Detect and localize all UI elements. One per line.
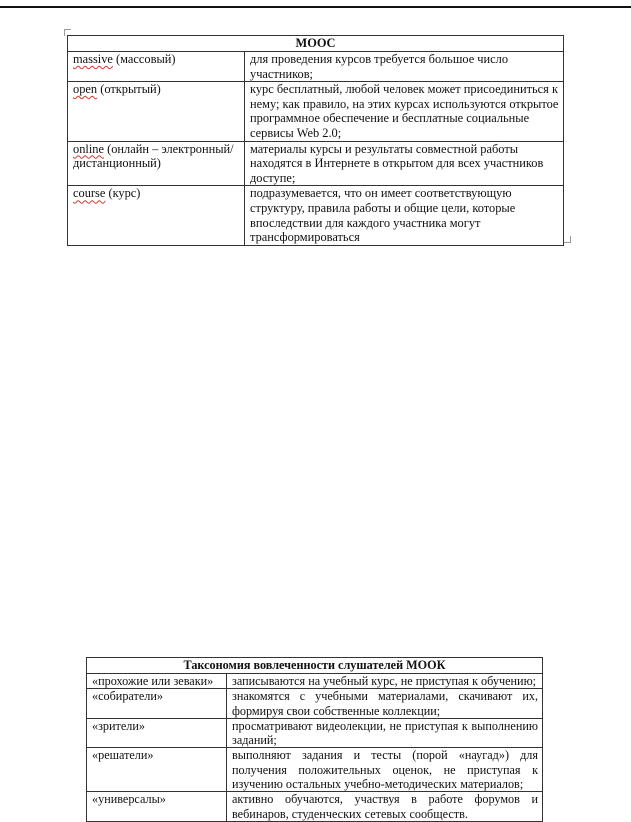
- term-cell: [68, 82, 245, 141]
- mooc-table: [67, 35, 564, 246]
- term-word: open: [73, 82, 98, 97]
- definition-cell: материалы курсы и результаты совместной работы находятся в Интернете в открытом для всех участников доступе;: [245, 141, 564, 186]
- taxonomy-table-title: Таксономия вовлеченности слушателей МООК: [87, 658, 543, 674]
- table-row: [68, 186, 564, 245]
- table-row: [87, 718, 543, 748]
- term-translation: (массовый): [112, 52, 176, 66]
- definition-cell: для проведения курсов требуется большое число участников;: [245, 52, 564, 82]
- table-row: [68, 52, 564, 82]
- table-row: [87, 748, 543, 792]
- table-end-mark: [564, 236, 571, 243]
- term-word: course: [73, 186, 106, 201]
- definition-cell: подразумевается, что он имеет соответствующую структуру, правила работы и общие цели, которые впоследствии для каждого участника могут трансформироваться: [245, 186, 564, 245]
- term-cell: [68, 52, 245, 82]
- term-cell: [68, 141, 245, 186]
- participant-type-cell: «зрители»: [87, 718, 227, 748]
- table-row: [68, 141, 564, 186]
- participant-type-cell: «решатели»: [87, 748, 227, 792]
- table-row: [87, 674, 543, 689]
- participant-type-cell: «прохожие или зеваки»: [87, 674, 227, 689]
- term-cell: [68, 186, 245, 245]
- table-row: [87, 792, 543, 822]
- term-translation: (открытый): [97, 82, 161, 97]
- table-header-row: [87, 658, 543, 674]
- term-word: massive: [73, 52, 113, 66]
- term-translation: (онлайн – электронный/дистанционный): [73, 141, 234, 171]
- participant-behavior-cell: записываются на учебный курс, не приступая к обучению;: [227, 674, 543, 689]
- table-row: [87, 689, 543, 719]
- taxonomy-table: [86, 657, 543, 822]
- participant-behavior-cell: выполняют задания и тесты (порой «наугад») для получения положительных оценок, не приступая к изучению остальных учебно-методических материалов;: [227, 748, 543, 792]
- participant-behavior-cell: активно обучаются, участвуя в работе форумов и вебинаров, студенческих сетевых сообществ.: [227, 792, 543, 822]
- table-row: [68, 82, 564, 141]
- term-translation: (курс): [105, 186, 141, 201]
- mooc-table-title: MOOC: [68, 36, 564, 52]
- participant-behavior-cell: просматривают видеолекции, не приступая к выполнению заданий;: [227, 718, 543, 748]
- term-word: online: [73, 141, 104, 156]
- page-top-border: [0, 6, 631, 8]
- participant-behavior-cell: знакомятся с учебными материалами, скачивают их, формируя свои собственные коллекции;: [227, 689, 543, 719]
- participant-type-cell: «универсалы»: [87, 792, 227, 822]
- table-header-row: [68, 36, 564, 52]
- definition-cell: курс бесплатный, любой человек может присоединиться к нему; как правило, на этих курсах используются открытое программное обеспечение и бесплатные социальные сервисы Web 2.0;: [245, 82, 564, 141]
- participant-type-cell: «собиратели»: [87, 689, 227, 719]
